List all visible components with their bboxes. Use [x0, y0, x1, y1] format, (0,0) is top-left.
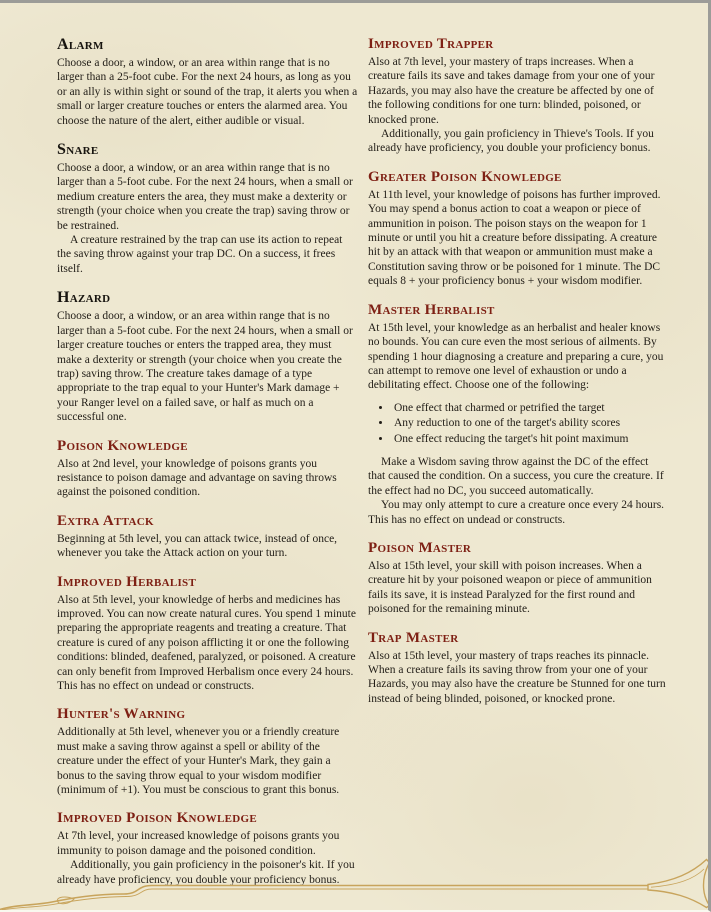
feature-section: [57, 706, 358, 797]
section-heading: Hazard: [57, 289, 111, 307]
section-heading: Alarm: [57, 36, 104, 53]
body-paragraph: Beginning at 5th level, you can attack twice, instead of once, whenever you take the Attack action on your turn.: [57, 532, 338, 560]
section-heading: Poison Knowledge: [57, 437, 188, 454]
section-heading: Improved Trapper: [368, 36, 494, 52]
bullet-item: • Any reduction to one of the target's ability scores: [392, 416, 667, 430]
body-paragraph: Also at 5th level, your knowledge of herbs and medicines has improved. You can now create natural cures. You spend 1 minute preparing the appropriate reagents and treating a creature. That creature is cured of any poison afflicting it or one the following conditions: blinded, deafened, paralyzed, or poisoned. A creature can only benefit from Improved Herbalism once every 24 hours. This has no effect on undead or constructs.: [57, 593, 356, 692]
section-heading: Trap Master: [368, 629, 459, 646]
section-heading: Extra Attack: [57, 512, 154, 529]
body-paragraph: Make a Wisdom saving throw against the DC of the effect that caused the condition. On a success, you cure the creature. If the effect had no DC, you succeed automatically.: [368, 455, 664, 497]
body-paragraph: At 15th level, your knowledge as an herbalist and healer knows no bounds. You can cure even the most serious of ailments. By spending 1 hour diagnosing a creature and preparing a cure, you can attempt to remove one level of exhaustion or undo a debilitating effect. Choose one of the following:: [368, 321, 664, 392]
feature-section: [368, 169, 667, 289]
feature-section: [57, 141, 358, 276]
section-heading: Snare: [57, 141, 99, 159]
body-paragraph: Choose a door, a window, or an area within range that is no larger than a 25-foot cube. For the next 24 hours, as long as you or an ally is within sight or sound of the trap, it alerts you when a small or larger creature touches or enters the alarmed area. You choose the nature of the alert, either audible or visual.: [57, 57, 358, 127]
bullet-list: [368, 401, 667, 446]
section-heading: Poison Master: [368, 539, 472, 556]
right-column: [368, 36, 667, 719]
body-paragraph: Choose a door, a window, or an area within range that is no larger than a 5-foot cube. For the next 24 hours, when a small or larger creature touches or enters the trapped area, they must make a dexterity or strength (your choice when you create the trap) saving throw. The creature takes damage of a type appropriate to the trap equal to your Hunter's Mark damage + your Ranger level on a failed save, or half as much on a successful one.: [57, 310, 353, 424]
body-paragraph: Additionally, you gain proficiency in Thieve's Tools. If you already have proficiency, you double your proficiency bonus.: [368, 128, 654, 155]
feature-section: [368, 302, 667, 527]
section-heading: Master Herbalist: [368, 301, 495, 318]
body-paragraph: Choose a door, a window, or an area within range that is no larger than a 5-foot cube. For the next 24 hours, when a small or medium creature enters the area, they must make a dexterity or strength (your choice when you create the trap) saving throw or be restrained.: [57, 162, 353, 232]
left-column: [57, 36, 358, 900]
body-paragraph: Also at 7th level, your mastery of traps increases. When a creature fails its save and takes damage from your one of your Hazards, you may also have the creature be affected by one of the following conditions for one turn: blinded, poisoned, or knocked prone.: [368, 56, 655, 126]
section-heading: Improved Herbalist: [57, 573, 197, 590]
body-paragraph: At 11th level, your knowledge of poisons has further improved. You may spend a bonus action to coat a weapon or piece of ammunition in poison. The poison stays on the weapon for 1 minute or until you hit a creature before dissipating. A creature hit by an attack with that weapon or ammunition must make a Constitution saving throw or be poisoned for 1 minute. The DC equals 8 + your proficiency bonus + your wisdom modifier.: [368, 188, 661, 288]
feature-section: [57, 438, 358, 500]
body-paragraph: At 7th level, your increased knowledge of poisons grants you immunity to poison damage and the poisoned condition.: [57, 830, 340, 857]
section-heading: Hunter's Warning: [57, 706, 186, 723]
feature-section: [57, 289, 358, 424]
bullet-item: • One effect that charmed or petrified the target: [392, 401, 667, 415]
feature-section: [368, 540, 667, 617]
feature-section: [368, 630, 667, 707]
body-paragraph: Additionally, you gain proficiency in the poisoner's kit. If you already have proficiency, you double your proficiency bonus.: [57, 859, 355, 886]
bullet-item: • One effect reducing the target's hit point maximum: [392, 432, 667, 446]
feature-section: [57, 36, 358, 128]
footer-flourish-ornament: [0, 852, 711, 910]
body-paragraph: Also at 2nd level, your knowledge of poisons grants you resistance to poison damage and advantage on saving throws against the poisoned condition.: [57, 457, 337, 499]
body-paragraph: Also at 15th level, your mastery of traps reaches its pinnacle. When a creature fails its saving throw from your one of your Hazards, you may also have the creature be Stunned for one turn instead of being blinded, poisoned, or knocked prone.: [368, 649, 666, 705]
body-paragraph: A creature restrained by the trap can use its action to repeat the saving throw against your trap DC. On a success, it frees itself.: [57, 234, 343, 275]
section-heading: Greater Poison Knowledge: [368, 168, 562, 185]
feature-section: [57, 513, 358, 561]
body-paragraph: Also at 15th level, your skill with poison increases. When a creature hit by your poisoned weapon or piece of ammunition fails its save, it is instead Paralyzed for the first round and poisoned for the remaining minute.: [368, 559, 652, 616]
feature-section: [57, 574, 358, 694]
feature-section: [368, 36, 667, 156]
section-heading: Improved Poison Knowledge: [57, 810, 257, 827]
body-paragraph: You may only attempt to cure a creature once every 24 hours. This has no effect on undead or constructs.: [368, 499, 665, 526]
body-paragraph: Additionally at 5th level, whenever you or a friendly creature must make a saving throw against a spell or ability of the creature under the effect of your Hunter's Mark, they gain a bonus to the saving throw equal to your wisdom modifier (minimum of +1). You must be conscious to grant this bonus.: [57, 726, 340, 797]
